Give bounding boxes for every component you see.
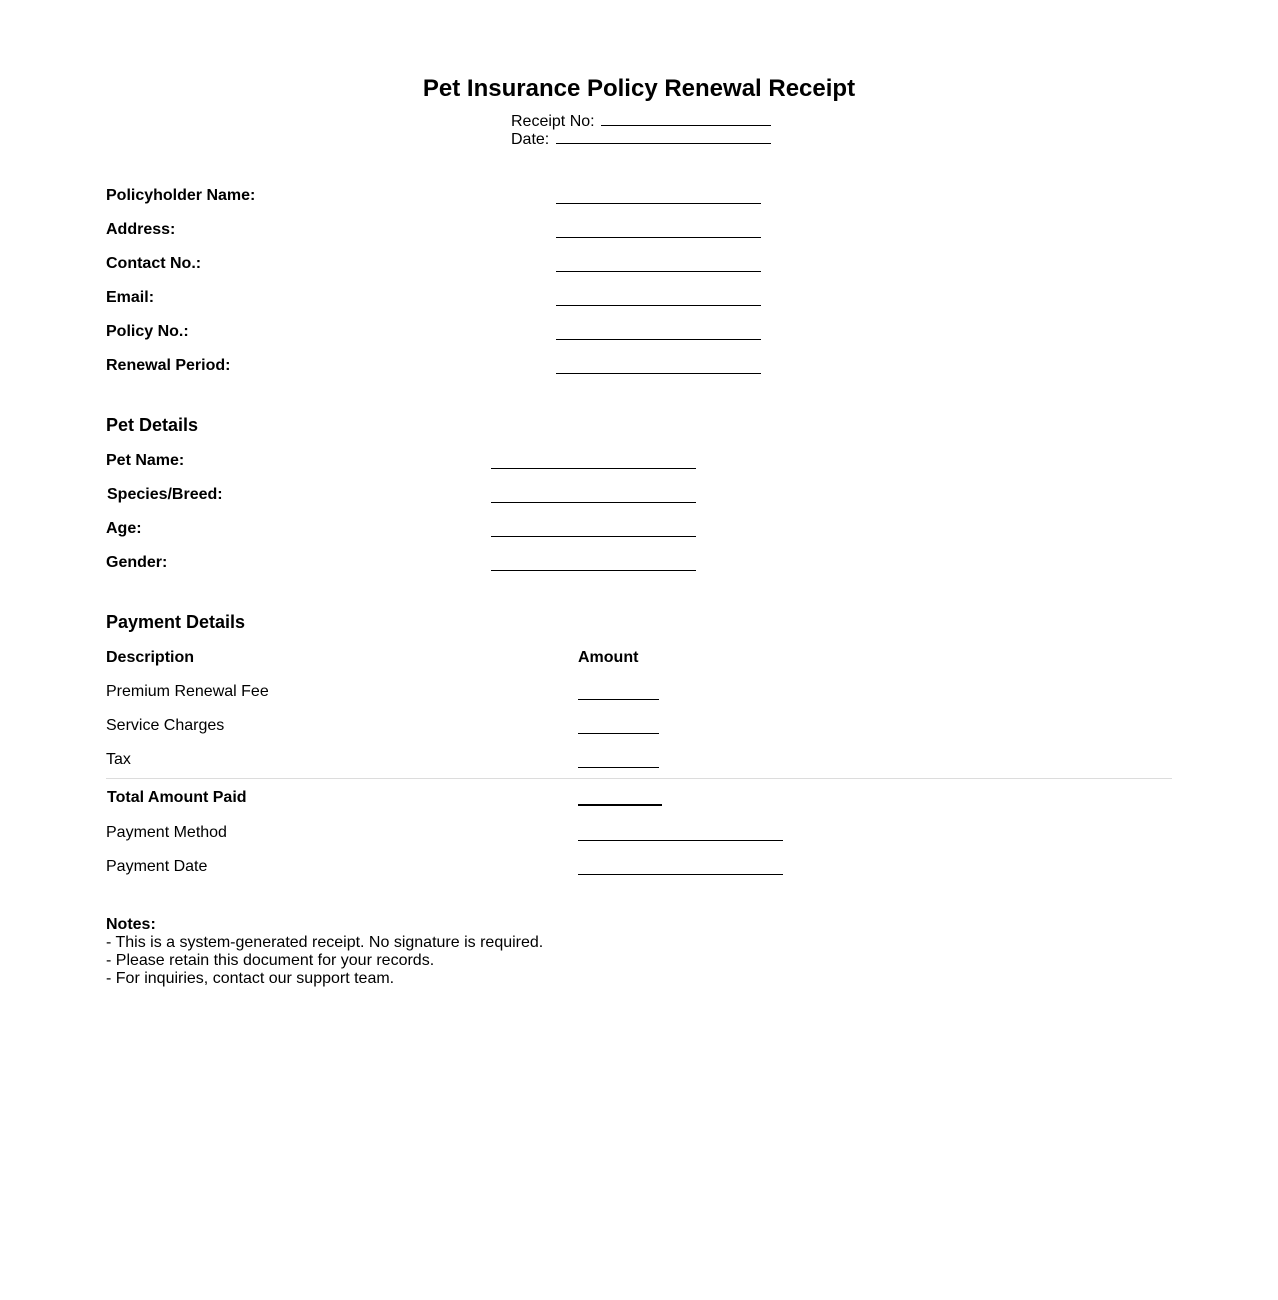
renewal-period-field[interactable]: [556, 373, 761, 374]
policy-no-label: Policy No.:: [106, 323, 189, 340]
service-charges-amount[interactable]: [578, 733, 659, 734]
age-label: Age:: [106, 520, 142, 537]
age-field[interactable]: [491, 536, 696, 537]
payment-date-label: Payment Date: [106, 858, 208, 875]
tax-label: Tax: [106, 751, 131, 768]
notes-section: [106, 916, 543, 988]
renewal-period-label: Renewal Period:: [106, 357, 231, 374]
gender-label: Gender:: [106, 554, 168, 571]
service-charges-label: Service Charges: [106, 717, 225, 734]
payment-date-field[interactable]: [578, 874, 783, 875]
species-breed-label: Species/Breed:: [107, 486, 223, 503]
email-label: Email:: [106, 289, 155, 306]
date-field[interactable]: [556, 129, 771, 144]
payment-details-heading: Payment Details: [106, 612, 246, 632]
receipt-no-label: Receipt No:: [511, 113, 595, 130]
page-title: Pet Insurance Policy Renewal Receipt: [422, 75, 856, 102]
address-label: Address:: [106, 221, 176, 238]
pet-name-label: Pet Name:: [106, 452, 185, 469]
description-column-header: Description: [106, 649, 195, 666]
payment-method-label: Payment Method: [106, 824, 227, 841]
gender-field[interactable]: [491, 570, 696, 571]
note-line: - Please retain this document for your records.: [106, 952, 435, 969]
premium-renewal-fee-label: Premium Renewal Fee: [106, 683, 269, 700]
receipt-no-row: [511, 111, 771, 131]
pet-name-field[interactable]: [491, 468, 696, 469]
premium-renewal-fee-amount[interactable]: [578, 699, 659, 700]
total-amount-paid-label: Total Amount Paid: [107, 789, 247, 806]
policy-no-field[interactable]: [556, 339, 761, 340]
policyholder-name-label: Policyholder Name:: [106, 187, 256, 204]
tax-amount[interactable]: [578, 767, 659, 768]
total-divider: [106, 778, 1172, 779]
notes-title: Notes:: [106, 916, 156, 933]
note-line: - For inquiries, contact our support team.: [106, 970, 395, 987]
date-row: [511, 129, 771, 149]
payment-method-field[interactable]: [578, 840, 783, 841]
address-field[interactable]: [556, 237, 761, 238]
policyholder-name-field[interactable]: [556, 203, 761, 204]
pet-details-heading: Pet Details: [106, 415, 199, 435]
email-field[interactable]: [556, 305, 761, 306]
total-amount-paid-field[interactable]: [578, 804, 662, 806]
species-breed-field[interactable]: [491, 502, 696, 503]
contact-no-field[interactable]: [556, 271, 761, 272]
receipt-no-field[interactable]: [601, 111, 771, 126]
amount-column-header: Amount: [578, 649, 639, 666]
contact-no-label: Contact No.:: [106, 255, 202, 272]
date-label: Date:: [511, 131, 550, 148]
note-line: - This is a system-generated receipt. No signature is required.: [106, 934, 544, 951]
